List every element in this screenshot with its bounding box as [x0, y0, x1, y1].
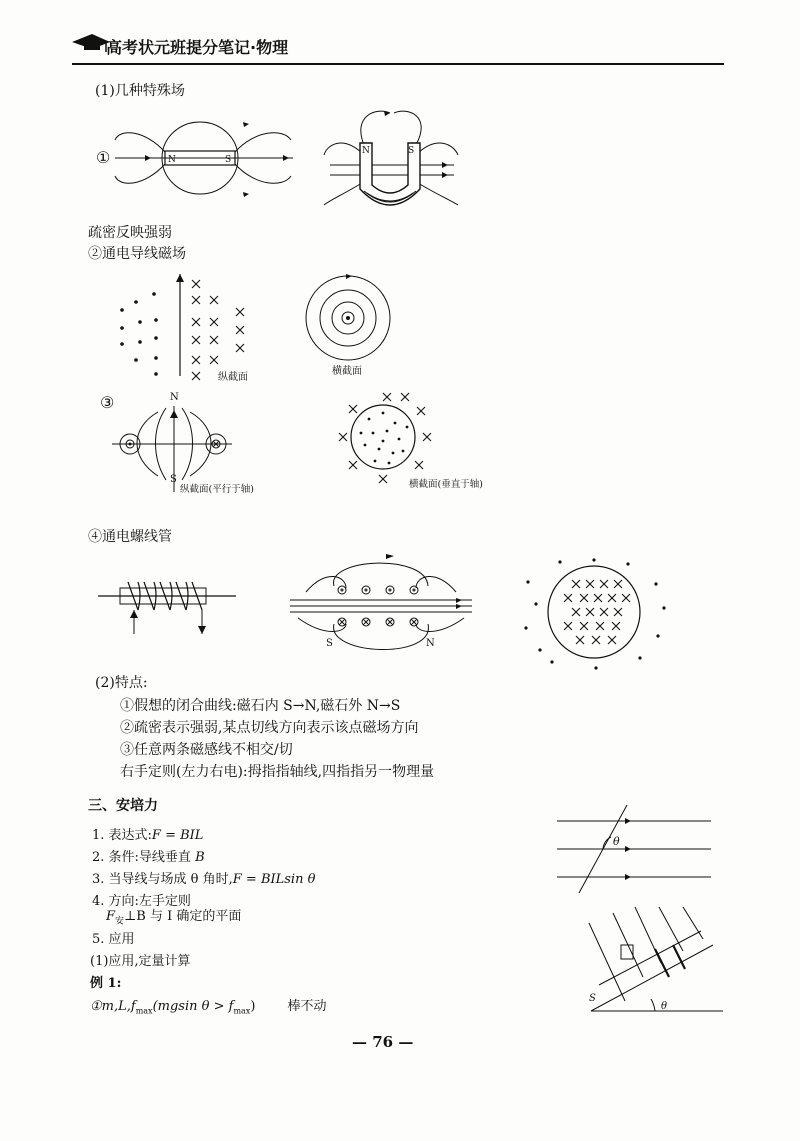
- solenoid-cross-section-diagram: [520, 558, 670, 670]
- header-rule: [72, 63, 724, 65]
- application-subheading: (1)应用,定量计算: [90, 954, 191, 969]
- section-2-heading: (2)特点:: [95, 675, 148, 691]
- angle-theta-label: θ: [613, 835, 620, 848]
- ampere-item-5: 5. 应用: [92, 932, 135, 947]
- field-dot: [388, 462, 391, 465]
- example-label: 例 1:: [90, 976, 122, 991]
- field-dot: [538, 648, 541, 651]
- field-dot: [368, 418, 371, 421]
- u-magnet-pole-s: S: [408, 146, 415, 156]
- page-number: — 76 —: [352, 1033, 414, 1051]
- field-dot: [386, 430, 389, 433]
- bar-magnet-pole-s: S: [225, 155, 232, 165]
- current-out-symbol: [389, 589, 391, 591]
- field-dot: [550, 660, 553, 663]
- section-3-heading: 三、安培力: [88, 798, 158, 814]
- current-out-symbol: [338, 586, 346, 594]
- u-magnet-field-line: [361, 111, 390, 145]
- force-symbol: F: [106, 909, 116, 924]
- field-dot: [120, 308, 124, 312]
- field-dot: [360, 432, 363, 435]
- field-dot: [534, 602, 537, 605]
- field-dot: [154, 336, 158, 340]
- field-dot: [626, 562, 629, 565]
- field-dot: [662, 606, 665, 609]
- field-dot: [398, 438, 401, 441]
- u-magnet-field-diagram: [322, 105, 462, 220]
- example-sub-2: max: [233, 1006, 251, 1016]
- example-conditions: [90, 995, 327, 1016]
- ampere-item-4-text: ⊥B 与 I 确定的平面: [124, 909, 242, 924]
- field-dot: [138, 340, 142, 344]
- field-dot: [558, 560, 561, 563]
- bar-magnet-field-line: [235, 164, 291, 183]
- item-4-heading: ④通电螺线管: [88, 529, 172, 545]
- incline-s-label: S: [589, 993, 596, 1004]
- current-out-symbol: [365, 589, 367, 591]
- current-out-symbol: [362, 586, 370, 594]
- field-dot: [138, 320, 142, 324]
- ring-cross-section-diagram: [335, 393, 505, 493]
- ampere-item-2: [92, 846, 205, 865]
- ampere-item-1-prefix: 1. 表达式:: [92, 828, 152, 843]
- field-dot: [154, 356, 158, 360]
- field-dot: [524, 626, 527, 629]
- incline-rod-diagram: [585, 905, 725, 1017]
- caption-longitudinal: 纵截面: [218, 372, 248, 383]
- field-dot: [374, 460, 377, 463]
- ring-pole-s: S: [170, 474, 177, 485]
- feature-item: ①假想的闭合曲线:磁石内 S→N,磁石外 N→S: [120, 698, 401, 714]
- field-dot: [656, 634, 659, 637]
- item-1-marker: ①: [96, 148, 111, 167]
- ampere-item-3-formula: F = BILsin θ: [232, 872, 316, 887]
- force-subscript: 安: [115, 916, 125, 927]
- bar-magnet-field-diagram: [115, 110, 295, 210]
- ampere-item-4: 4. 方向:左手定则: [92, 894, 191, 909]
- section-1-heading: (1)几种特殊场: [95, 83, 185, 99]
- field-dot: [154, 372, 158, 376]
- u-magnet-field-line: [418, 143, 458, 155]
- field-dot: [526, 580, 529, 583]
- feature-item: ②疏密表示强弱,某点切线方向表示该点磁场方向: [120, 720, 419, 736]
- field-dot: [392, 452, 395, 455]
- field-dot: [402, 450, 405, 453]
- bar-magnet-pole-n: N: [168, 155, 176, 165]
- solenoid-pole-s: S: [326, 638, 333, 649]
- caption-density: 疏密反映强弱: [88, 225, 172, 241]
- u-magnet-field-line: [324, 143, 362, 155]
- field-dot: [594, 666, 597, 669]
- field-dot: [152, 292, 156, 296]
- field-dot: [592, 558, 595, 561]
- example-sub-1: max: [135, 1006, 153, 1016]
- ampere-item-4-line2: [106, 905, 241, 927]
- ampere-item-2-var: B: [195, 850, 205, 865]
- wire-angle-field-diagram: [555, 805, 715, 895]
- ampere-item-1-formula: F = BIL: [151, 828, 204, 843]
- u-magnet-field-line: [418, 183, 458, 205]
- ring-current-diagram: [112, 388, 287, 498]
- field-dot: [120, 326, 124, 330]
- ampere-item-1: [92, 824, 203, 843]
- example-note: 棒不动: [287, 999, 327, 1014]
- bar-magnet-field-line: [115, 164, 165, 183]
- current-out-symbol: [386, 586, 394, 594]
- ampere-item-3: [92, 868, 315, 887]
- field-dot: [120, 342, 124, 346]
- example-vars: ①m,L,f: [90, 999, 136, 1014]
- caption-long-parallel: 纵截面(平行于轴): [180, 484, 254, 495]
- solenoid-field-diagram: [286, 548, 476, 666]
- current-out-symbol: [341, 589, 343, 591]
- u-magnet-field-line: [324, 183, 362, 205]
- solenoid-pole-n: N: [426, 638, 435, 649]
- feature-item: ③任意两条磁感线不相交/切: [120, 742, 293, 758]
- field-dot: [378, 448, 381, 451]
- caption-cross: 横截面: [332, 366, 362, 377]
- caption-cross-perp: 横截面(垂直于轴): [409, 479, 483, 490]
- ampere-item-2-prefix: 2. 条件:导线垂直: [92, 850, 196, 865]
- current-out-symbol: [413, 589, 415, 591]
- u-magnet-field-line: [394, 111, 421, 145]
- field-dot: [364, 444, 367, 447]
- field-dot: [134, 300, 138, 304]
- bar-magnet-field-line: [235, 133, 291, 152]
- field-dot: [134, 358, 138, 362]
- ampere-item-3-prefix: 3. 当导线与场成 θ 角时,: [92, 872, 233, 887]
- field-dot: [382, 412, 385, 415]
- field-dot: [394, 422, 397, 425]
- field-dot: [638, 656, 641, 659]
- item-3-marker: ③: [100, 393, 115, 412]
- field-dot: [406, 426, 409, 429]
- field-dot: [154, 318, 158, 322]
- bar-magnet-field-line: [115, 133, 165, 152]
- feature-item: 右手定则(左力右电):拇指指轴线,四指指另一物理量: [120, 764, 435, 780]
- field-dot: [372, 432, 375, 435]
- incline-theta-label: θ: [661, 1001, 668, 1012]
- solenoid-diagram: [98, 574, 238, 636]
- current-out-symbol: [410, 586, 418, 594]
- item-2-heading: ②通电导线磁场: [88, 246, 186, 262]
- wire-longitudinal-diagram: [110, 272, 270, 384]
- example-inequality: (mgsin θ > f: [152, 999, 234, 1014]
- field-dot: [654, 582, 657, 585]
- ring-pole-n: N: [170, 392, 179, 403]
- field-dot: [382, 440, 385, 443]
- u-magnet-pole-n: N: [362, 146, 370, 156]
- header-title: 高考状元班提分笔记·物理: [106, 38, 289, 57]
- example-close: ): [250, 999, 256, 1014]
- wire-cross-section-diagram: [300, 272, 400, 377]
